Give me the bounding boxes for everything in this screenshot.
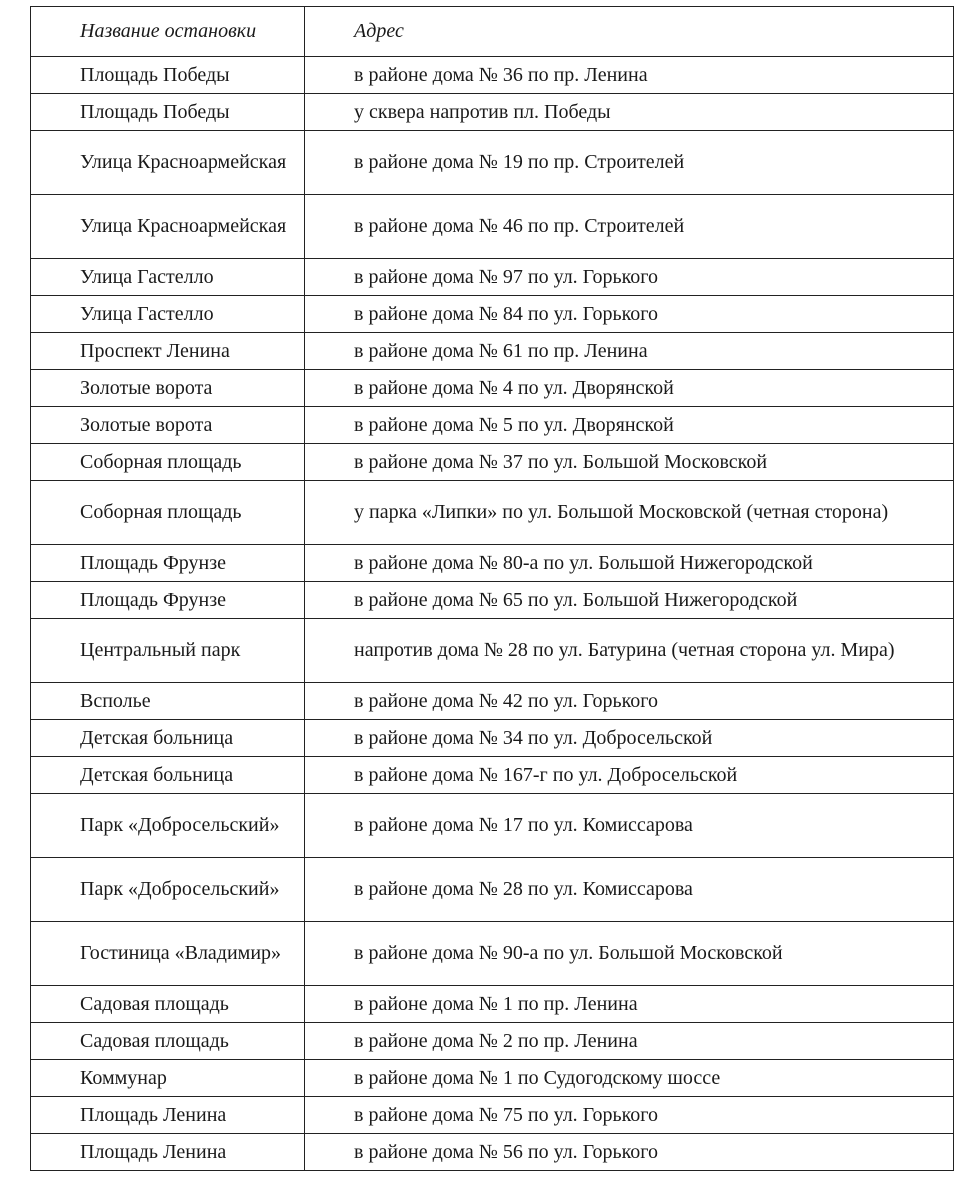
- address-cell: в районе дома № 42 по ул. Горького: [305, 683, 954, 720]
- header-address: Адрес: [305, 7, 954, 57]
- table-row: [31, 1134, 954, 1171]
- stop-name-cell: Площадь Фрунзе: [31, 545, 305, 582]
- table-row: [31, 683, 954, 720]
- address-cell: в районе дома № 19 по пр. Строителей: [305, 131, 954, 195]
- stop-name-cell: Садовая площадь: [31, 986, 305, 1023]
- address-cell: в районе дома № 36 по пр. Ленина: [305, 57, 954, 94]
- table-row: [31, 296, 954, 333]
- table-row: [31, 794, 954, 858]
- stop-name-cell: Всполье: [31, 683, 305, 720]
- address-cell: в районе дома № 34 по ул. Добросельской: [305, 720, 954, 757]
- address-cell: в районе дома № 65 по ул. Большой Нижегородской: [305, 582, 954, 619]
- address-cell: в районе дома № 56 по ул. Горького: [305, 1134, 954, 1171]
- table-row: [31, 195, 954, 259]
- table-row: [31, 757, 954, 794]
- table-row: [31, 858, 954, 922]
- table-row: [31, 57, 954, 94]
- stop-name-cell: Улица Красноармейская: [31, 195, 305, 259]
- table-header-row: [31, 7, 954, 57]
- table-row: [31, 333, 954, 370]
- bus-stops-table-container: [30, 6, 953, 1171]
- address-cell: в районе дома № 90-а по ул. Большой Московской: [305, 922, 954, 986]
- address-cell: в районе дома № 97 по ул. Горького: [305, 259, 954, 296]
- stop-name-cell: Золотые ворота: [31, 370, 305, 407]
- stop-name-cell: Гостиница «Владимир»: [31, 922, 305, 986]
- stop-name-cell: Улица Красноармейская: [31, 131, 305, 195]
- table-row: [31, 922, 954, 986]
- table-row: [31, 94, 954, 131]
- address-cell: в районе дома № 5 по ул. Дворянской: [305, 407, 954, 444]
- table-row: [31, 481, 954, 545]
- table-row: [31, 1097, 954, 1134]
- address-cell: у парка «Липки» по ул. Большой Московской (четная сторона): [305, 481, 954, 545]
- address-cell: в районе дома № 1 по пр. Ленина: [305, 986, 954, 1023]
- table-row: [31, 582, 954, 619]
- address-cell: в районе дома № 28 по ул. Комиссарова: [305, 858, 954, 922]
- stop-name-cell: Площадь Ленина: [31, 1134, 305, 1171]
- address-cell: у сквера напротив пл. Победы: [305, 94, 954, 131]
- stop-name-cell: Соборная площадь: [31, 444, 305, 481]
- address-cell: в районе дома № 4 по ул. Дворянской: [305, 370, 954, 407]
- bus-stops-table: [30, 6, 954, 1171]
- table-row: [31, 545, 954, 582]
- address-cell: напротив дома № 28 по ул. Батурина (четная сторона ул. Мира): [305, 619, 954, 683]
- address-cell: в районе дома № 167-г по ул. Добросельской: [305, 757, 954, 794]
- stop-name-cell: Коммунар: [31, 1060, 305, 1097]
- address-cell: в районе дома № 80-а по ул. Большой Нижегородской: [305, 545, 954, 582]
- address-cell: в районе дома № 2 по пр. Ленина: [305, 1023, 954, 1060]
- stop-name-cell: Соборная площадь: [31, 481, 305, 545]
- stop-name-cell: Детская больница: [31, 720, 305, 757]
- stop-name-cell: Площадь Фрунзе: [31, 582, 305, 619]
- table-row: [31, 720, 954, 757]
- stop-name-cell: Площадь Победы: [31, 57, 305, 94]
- stop-name-cell: Улица Гастелло: [31, 259, 305, 296]
- address-cell: в районе дома № 1 по Судогодскому шоссе: [305, 1060, 954, 1097]
- stop-name-cell: Площадь Ленина: [31, 1097, 305, 1134]
- stop-name-cell: Центральный парк: [31, 619, 305, 683]
- table-row: [31, 259, 954, 296]
- header-stop-name: Название остановки: [31, 7, 305, 57]
- stop-name-cell: Садовая площадь: [31, 1023, 305, 1060]
- stop-name-cell: Улица Гастелло: [31, 296, 305, 333]
- table-row: [31, 444, 954, 481]
- address-cell: в районе дома № 84 по ул. Горького: [305, 296, 954, 333]
- table-row: [31, 619, 954, 683]
- table-row: [31, 370, 954, 407]
- stop-name-cell: Золотые ворота: [31, 407, 305, 444]
- stop-name-cell: Проспект Ленина: [31, 333, 305, 370]
- stop-name-cell: Парк «Добросельский»: [31, 858, 305, 922]
- table-row: [31, 1060, 954, 1097]
- address-cell: в районе дома № 61 по пр. Ленина: [305, 333, 954, 370]
- table-row: [31, 1023, 954, 1060]
- table-row: [31, 986, 954, 1023]
- address-cell: в районе дома № 46 по пр. Строителей: [305, 195, 954, 259]
- stop-name-cell: Площадь Победы: [31, 94, 305, 131]
- table-row: [31, 131, 954, 195]
- stop-name-cell: Парк «Добросельский»: [31, 794, 305, 858]
- address-cell: в районе дома № 17 по ул. Комиссарова: [305, 794, 954, 858]
- stop-name-cell: Детская больница: [31, 757, 305, 794]
- table-row: [31, 407, 954, 444]
- address-cell: в районе дома № 75 по ул. Горького: [305, 1097, 954, 1134]
- address-cell: в районе дома № 37 по ул. Большой Московской: [305, 444, 954, 481]
